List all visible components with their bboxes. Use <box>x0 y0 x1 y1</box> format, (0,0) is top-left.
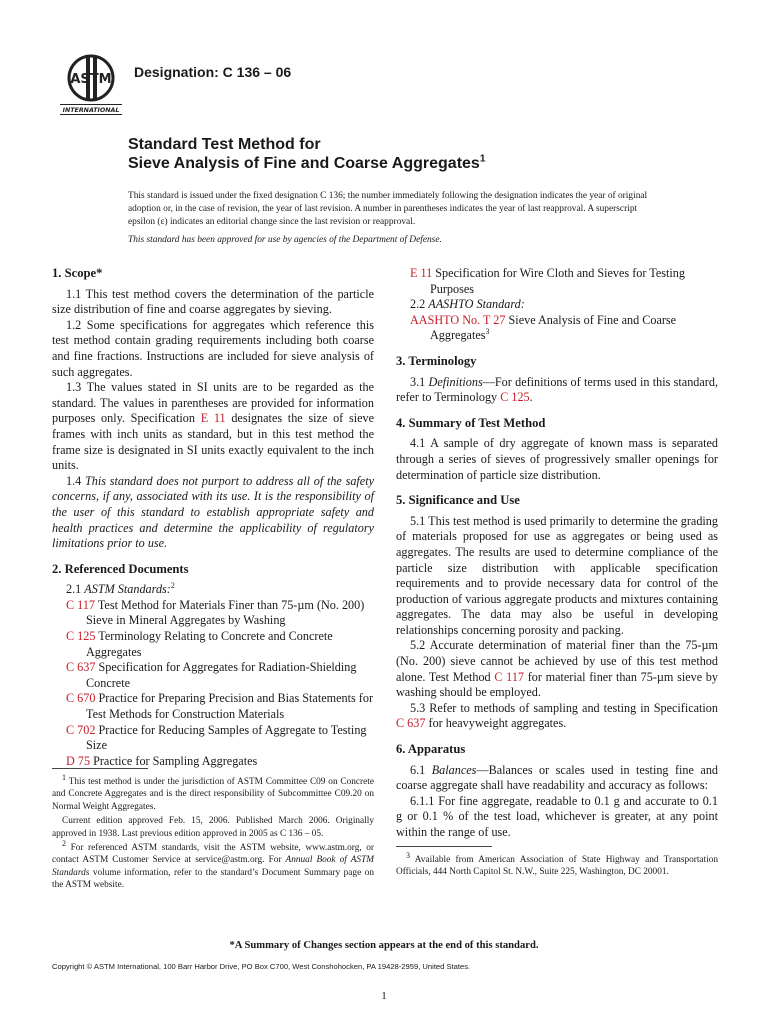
footnote-2: $^2$ For referenced ASTM standards, visit the ASTM website, www.astm.org, or contact ASTM Customer Service at service@astm.org. For Annual Book of ASTM Standards volume information, refer to the standard’s Document Summary page on the ASTM website. <box>52 838 374 891</box>
paragraph-5-1: 5.1 This test method is used primarily to determine the grading of materials proposed for use as aggregates or being used as aggregates. The results are used to determine compliance of the particle size distribution with applicable specification requirements and to provide necessary data for control of the production of various aggregate products and mixtures containing aggregates. The data may also be useful in developing relationships concerning porosity and packing. <box>396 513 718 637</box>
reference-item: C 125 Terminology Relating to Concrete and Concrete Aggregates <box>66 629 333 659</box>
reference-item: C 637 Specification for Aggregates for Radiation-Shielding Concrete <box>66 660 357 690</box>
section-heading-scope: 1. Scope* <box>52 266 103 280</box>
left-column <box>52 266 374 769</box>
page-number: 1 <box>381 990 387 1002</box>
intro-paragraph: This standard is issued under the fixed designation C 136; the number immediately following the designation indicates the year of original adoption or, in the case of revision, the year of last revision. A number in parentheses indicates the year of last reapproval. A superscript epsilon (ε) indicates an editorial change since the last revision or reapproval. <box>128 191 648 227</box>
link-c125[interactable]: C 125 <box>66 629 96 644</box>
reference-item: D 75 Practice for Sampling Aggregates <box>66 753 258 768</box>
designation: Designation: C 136 – 06 <box>134 64 292 80</box>
svg-text:ASTM: ASTM <box>70 72 112 87</box>
footnote-ref-2[interactable]: 2 <box>170 581 175 591</box>
section-heading-referenced: 2. Referenced Documents <box>52 561 189 576</box>
footnote-ref-3[interactable]: 3 <box>485 327 490 337</box>
link-c637[interactable]: C 637 <box>396 716 426 731</box>
paragraph-6-1: 6.1 Balances—Balances or scales used in testing fine and coarse aggregate shall have readability and accuracy as follows: <box>396 762 719 793</box>
astm-logo <box>60 52 122 118</box>
astm-logo-icon <box>60 52 122 118</box>
paragraph-4-1: 4.1 A sample of dry aggregate of known mass is separated through a series of sieves of progressively smaller openings for determination of particle size distribution. <box>396 436 718 482</box>
paragraph-1-2: 1.2 Some specifications for aggregates which reference this test method contain grading requirements including both coarse and fine fractions. Instructions are included for sieve analysis of such aggregates. <box>52 317 374 379</box>
summary-of-changes-note: *A Summary of Changes section appears at the end of this standard. <box>229 940 539 951</box>
paragraph-1-4: 1.4 This standard does not purport to address all of the safety concerns, if any, associated with its use. It is the responsibility of the user of this standard to establish appropriate safety and health practices and determine the applicability of regulatory limitations prior to use. <box>52 473 375 551</box>
title-main: Sieve Analysis of Fine and Coarse Aggregates <box>128 155 480 172</box>
paragraph-3-1: 3.1 Definitions—For definitions of terms used in this standard, refer to Terminology C 125. <box>396 374 718 405</box>
dod-approval-note: This standard has been approved for use by agencies of the Department of Defense. <box>128 235 442 246</box>
reference-item: E 11 Specification for Wire Cloth and Sieves for Testing Purposes <box>410 266 685 296</box>
paragraph-5-2: 5.2 Accurate determination of material finer than the 75-µm (No. 200) sieve cannot be achieved by use of this test method alone. Test Method C 117 for material finer than 75-µm sieve by washing should be employed. <box>396 638 718 700</box>
right-column <box>396 266 718 841</box>
link-e11[interactable]: E 11 <box>200 411 226 426</box>
section-heading-significance: 5. Significance and Use <box>396 493 520 508</box>
paragraph-5-3: 5.3 Refer to methods of sampling and testing in Specification C 637 for heavyweight aggregates. <box>396 700 718 731</box>
link-d75[interactable]: D 75 <box>66 753 91 768</box>
footnotes-left <box>52 772 374 894</box>
section-heading-apparatus: 6. Apparatus <box>396 742 466 757</box>
link-c117[interactable]: C 117 <box>494 669 525 684</box>
link-c637[interactable]: C 637 <box>66 660 96 675</box>
footnote-divider <box>52 768 148 769</box>
footnote-3: $^3$ Available from American Association of State Highway and Transportation Officials, 444 North Capitol St. N.W., Suite 225, Washington, DC 20001. <box>396 850 719 878</box>
svg-text:INTERNATIONAL: INTERNATIONAL <box>62 107 120 114</box>
link-c670[interactable]: C 670 <box>66 691 96 706</box>
reference-item: C 670 Practice for Preparing Precision and Bias Statements for Test Methods for Construction Materials <box>66 691 373 722</box>
title-line-1: Standard Test Method for <box>128 136 321 153</box>
link-c702[interactable]: C 702 <box>66 722 96 737</box>
paragraph-1-3: 1.3 The values stated in SI units are to be regarded as the standard. The values in parentheses are provided for information purposes only. Specification E 11 designates the size of sieve frames with inch units as standard, but in this test method the frame size is designated in SI units exactly equivalent to the inch units. <box>52 380 374 473</box>
title-line-2 <box>128 154 485 173</box>
link-e11[interactable]: E 11 <box>410 266 433 280</box>
reference-item: C 117 Test Method for Materials Finer than 75-µm (No. 200) Sieve in Mineral Aggregates by Washing <box>66 597 365 628</box>
footnote-1-edition: Current edition approved Feb. 15, 2006. Published March 2006. Originally approved in 1938. Last previous edition approved in 2005 as C 136 – 05. <box>52 816 374 839</box>
link-c117[interactable]: C 117 <box>66 597 96 612</box>
copyright-line: Copyright © ASTM International, 100 Barr Harbor Drive, PO Box C700, West Conshohocken, PA 19428-2959, United States. <box>52 962 471 971</box>
astm-standards-subheading: 2.1 ASTM Standards:$^2$ <box>66 581 175 597</box>
section-heading-terminology: 3. Terminology <box>396 353 477 368</box>
footnotes-right <box>396 850 719 881</box>
paragraph-6-1-1: 6.1.1 For fine aggregate, readable to 0.1 g and accurate to 0.1 g or 0.1 % of the test load, whichever is greater, at any point within the range of use. <box>396 793 718 839</box>
intro-block <box>128 190 648 247</box>
paragraph-1-1: 1.1 This test method covers the determination of the particle size distribution of fine and coarse aggregates by sieving. <box>52 286 374 317</box>
reference-item: C 702 Practice for Reducing Samples of Aggregate to Testing Size <box>66 722 367 753</box>
aashto-subheading: 2.2 AASHTO Standard: <box>410 297 525 312</box>
reference-item: AASHTO No. T 27 Sieve Analysis of Fine and Coarse Aggregates$^3$ <box>410 312 677 343</box>
footnote-divider <box>396 846 492 847</box>
title-footnote-ref[interactable]: 1 <box>479 153 486 165</box>
link-aashto-t27[interactable]: AASHTO No. T 27 <box>410 312 506 327</box>
document-title <box>128 135 485 173</box>
section-heading-summary: 4. Summary of Test Method <box>396 415 546 430</box>
link-c125[interactable]: C 125 <box>500 390 530 405</box>
footnote-1: $^1$ This test method is under the jurisdiction of ASTM Committee C09 on Concrete and Concrete Aggregates and is the direct responsibility of Subcommittee C09.20 on Normal Weight Aggregates. <box>52 772 374 812</box>
